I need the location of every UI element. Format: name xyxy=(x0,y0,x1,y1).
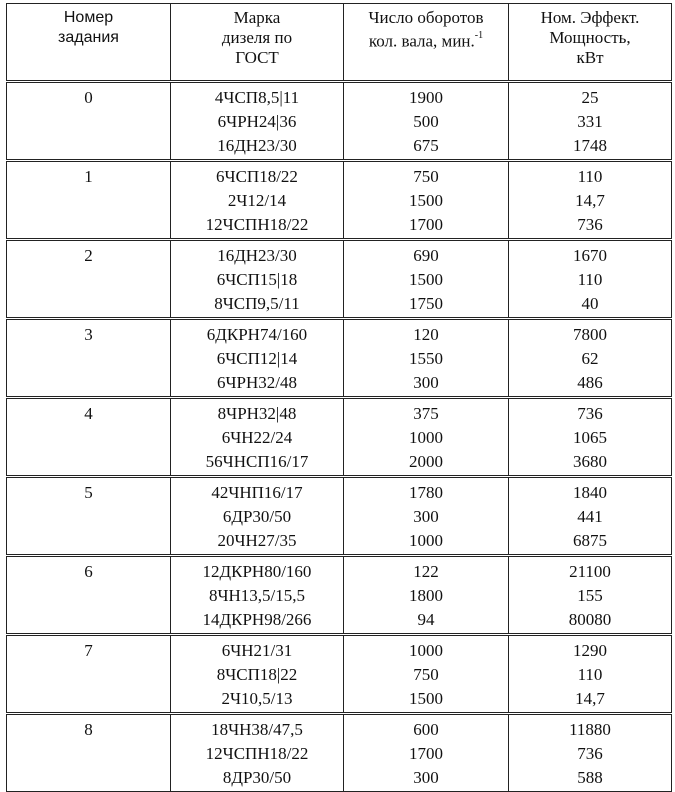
task-group xyxy=(7,398,672,477)
rated-power-cell: 1670 xyxy=(509,240,672,269)
task-number-cell xyxy=(7,663,171,687)
table-row xyxy=(7,477,672,506)
header-rated-power-line: Мощность, xyxy=(549,28,631,47)
diesel-brand-cell: 4ЧСП8,5|11 xyxy=(171,82,344,111)
shaft-rpm-cell: 1000 xyxy=(344,635,509,664)
diesel-brand-cell: 6ЧРН24|36 xyxy=(171,110,344,134)
task-number-cell xyxy=(7,426,171,450)
rated-power-cell: 110 xyxy=(509,268,672,292)
shaft-rpm-cell: 120 xyxy=(344,319,509,348)
rated-power-cell: 21100 xyxy=(509,556,672,585)
shaft-rpm-cell: 375 xyxy=(344,398,509,427)
task-number-cell xyxy=(7,505,171,529)
shaft-rpm-cell: 1700 xyxy=(344,213,509,240)
task-number-cell xyxy=(7,292,171,319)
task-number-cell: 1 xyxy=(7,161,171,190)
table-row xyxy=(7,371,672,398)
rated-power-cell: 736 xyxy=(509,398,672,427)
diesel-brand-cell: 12ЧСПН18/22 xyxy=(171,742,344,766)
diesel-brand-cell: 8ЧН13,5/15,5 xyxy=(171,584,344,608)
task-number-cell: 6 xyxy=(7,556,171,585)
table-row xyxy=(7,292,672,319)
diesel-brand-cell: 6ЧН21/31 xyxy=(171,635,344,664)
rated-power-cell: 80080 xyxy=(509,608,672,635)
diesel-task-table xyxy=(6,3,672,792)
table-row xyxy=(7,161,672,190)
shaft-rpm-cell: 690 xyxy=(344,240,509,269)
table-row xyxy=(7,608,672,635)
rated-power-cell: 25 xyxy=(509,82,672,111)
table-row xyxy=(7,240,672,269)
table-row xyxy=(7,213,672,240)
header-shaft-rpm xyxy=(344,4,509,82)
rated-power-cell: 588 xyxy=(509,766,672,792)
table-row xyxy=(7,347,672,371)
task-number-cell: 3 xyxy=(7,319,171,348)
shaft-rpm-cell: 122 xyxy=(344,556,509,585)
shaft-rpm-cell: 500 xyxy=(344,110,509,134)
shaft-rpm-cell: 300 xyxy=(344,371,509,398)
header-task-number-line: Номер xyxy=(63,9,114,26)
diesel-brand-cell: 16ДН23/30 xyxy=(171,134,344,161)
task-number-cell xyxy=(7,584,171,608)
rated-power-cell: 1748 xyxy=(509,134,672,161)
task-number-cell xyxy=(7,687,171,714)
shaft-rpm-cell: 1750 xyxy=(344,292,509,319)
table-row xyxy=(7,529,672,556)
diesel-brand-cell: 56ЧНСП16/17 xyxy=(171,450,344,477)
rated-power-cell: 11880 xyxy=(509,714,672,743)
table-row xyxy=(7,663,672,687)
task-group xyxy=(7,240,672,319)
table-row xyxy=(7,714,672,743)
table-row xyxy=(7,687,672,714)
task-number-cell xyxy=(7,742,171,766)
table-row xyxy=(7,426,672,450)
task-number-cell xyxy=(7,268,171,292)
shaft-rpm-cell: 1000 xyxy=(344,426,509,450)
shaft-rpm-cell: 1900 xyxy=(344,82,509,111)
diesel-brand-cell: 8ДР30/50 xyxy=(171,766,344,792)
shaft-rpm-cell: 1550 xyxy=(344,347,509,371)
shaft-rpm-cell: 2000 xyxy=(344,450,509,477)
task-number-cell xyxy=(7,450,171,477)
diesel-brand-cell: 8ЧСП9,5/11 xyxy=(171,292,344,319)
diesel-brand-cell: 16ДН23/30 xyxy=(171,240,344,269)
table-header xyxy=(7,4,672,82)
diesel-brand-cell: 6ЧСП18/22 xyxy=(171,161,344,190)
header-diesel-brand-line: Марка xyxy=(233,8,281,27)
rated-power-cell: 14,7 xyxy=(509,687,672,714)
rated-power-cell: 14,7 xyxy=(509,189,672,213)
shaft-rpm-cell: 1800 xyxy=(344,584,509,608)
task-number-cell xyxy=(7,608,171,635)
header-diesel-brand-line: ГОСТ xyxy=(235,48,279,67)
shaft-rpm-cell: 94 xyxy=(344,608,509,635)
rated-power-cell: 486 xyxy=(509,371,672,398)
header-rated-power-line: Ном. Эффект. xyxy=(540,8,640,27)
task-group xyxy=(7,714,672,792)
rated-power-cell: 331 xyxy=(509,110,672,134)
diesel-brand-cell: 8ЧСП18|22 xyxy=(171,663,344,687)
diesel-brand-cell: 8ЧРН32|48 xyxy=(171,398,344,427)
shaft-rpm-cell: 1500 xyxy=(344,189,509,213)
header-shaft-rpm-exponent: -1 xyxy=(474,30,484,41)
table-row xyxy=(7,134,672,161)
rated-power-cell: 40 xyxy=(509,292,672,319)
shaft-rpm-cell: 600 xyxy=(344,714,509,743)
shaft-rpm-cell: 750 xyxy=(344,663,509,687)
task-number-cell: 7 xyxy=(7,635,171,664)
diesel-brand-cell: 6ДКРН74/160 xyxy=(171,319,344,348)
task-group xyxy=(7,635,672,714)
shaft-rpm-cell: 1000 xyxy=(344,529,509,556)
task-number-cell xyxy=(7,134,171,161)
table-row xyxy=(7,450,672,477)
diesel-brand-cell: 6ЧСП15|18 xyxy=(171,268,344,292)
rated-power-cell: 1840 xyxy=(509,477,672,506)
shaft-rpm-cell: 1500 xyxy=(344,268,509,292)
shaft-rpm-cell: 750 xyxy=(344,161,509,190)
task-number-cell: 2 xyxy=(7,240,171,269)
table-row xyxy=(7,82,672,111)
rated-power-cell: 736 xyxy=(509,742,672,766)
rated-power-cell: 7800 xyxy=(509,319,672,348)
task-number-cell xyxy=(7,347,171,371)
table-row xyxy=(7,742,672,766)
task-number-cell: 0 xyxy=(7,82,171,111)
diesel-brand-cell: 20ЧН27/35 xyxy=(171,529,344,556)
rated-power-cell: 110 xyxy=(509,161,672,190)
task-number-cell xyxy=(7,213,171,240)
shaft-rpm-cell: 1500 xyxy=(344,687,509,714)
header-diesel-brand-line: дизеля по xyxy=(221,28,293,47)
task-number-cell: 4 xyxy=(7,398,171,427)
header-task-number xyxy=(7,4,171,82)
rated-power-cell: 1065 xyxy=(509,426,672,450)
table-row xyxy=(7,398,672,427)
header-diesel-brand xyxy=(171,4,344,82)
shaft-rpm-cell: 1780 xyxy=(344,477,509,506)
diesel-brand-cell: 6ЧСП12|14 xyxy=(171,347,344,371)
rated-power-cell: 1290 xyxy=(509,635,672,664)
diesel-brand-cell: 12ЧСПН18/22 xyxy=(171,213,344,240)
shaft-rpm-cell: 1700 xyxy=(344,742,509,766)
table-row xyxy=(7,110,672,134)
task-number-cell xyxy=(7,371,171,398)
task-number-cell xyxy=(7,766,171,792)
rated-power-cell: 110 xyxy=(509,663,672,687)
rated-power-cell: 6875 xyxy=(509,529,672,556)
task-number-cell: 8 xyxy=(7,714,171,743)
task-group xyxy=(7,556,672,635)
table-row xyxy=(7,505,672,529)
task-number-cell xyxy=(7,189,171,213)
task-number-cell xyxy=(7,529,171,556)
task-group xyxy=(7,319,672,398)
diesel-brand-cell: 6ЧРН32/48 xyxy=(171,371,344,398)
task-group xyxy=(7,82,672,161)
table-row xyxy=(7,766,672,792)
shaft-rpm-cell: 675 xyxy=(344,134,509,161)
rated-power-cell: 155 xyxy=(509,584,672,608)
header-shaft-rpm-text: кол. вала, мин. xyxy=(368,31,475,51)
rated-power-cell: 441 xyxy=(509,505,672,529)
rated-power-cell: 736 xyxy=(509,213,672,240)
diesel-brand-cell: 12ДКРН80/160 xyxy=(171,556,344,585)
shaft-rpm-cell: 300 xyxy=(344,766,509,792)
table-row xyxy=(7,556,672,585)
diesel-brand-cell: 6ДР30/50 xyxy=(171,505,344,529)
task-number-cell xyxy=(7,110,171,134)
shaft-rpm-cell: 300 xyxy=(344,505,509,529)
header-task-number-line: задания xyxy=(58,29,119,46)
table-row xyxy=(7,189,672,213)
table-row xyxy=(7,319,672,348)
table-row xyxy=(7,635,672,664)
diesel-brand-cell: 18ЧН38/47,5 xyxy=(171,714,344,743)
table-row xyxy=(7,268,672,292)
diesel-brand-cell: 42ЧНП16/17 xyxy=(171,477,344,506)
task-number-cell: 5 xyxy=(7,477,171,506)
rated-power-cell: 62 xyxy=(509,347,672,371)
table-row xyxy=(7,584,672,608)
diesel-brand-cell: 2Ч12/14 xyxy=(171,189,344,213)
task-group xyxy=(7,161,672,240)
header-rated-power xyxy=(509,4,672,82)
diesel-brand-cell: 14ДКРН98/266 xyxy=(171,608,344,635)
header-shaft-rpm-line xyxy=(346,28,506,52)
rated-power-cell: 3680 xyxy=(509,450,672,477)
diesel-brand-cell: 2Ч10,5/13 xyxy=(171,687,344,714)
header-rated-power-line: кВт xyxy=(576,48,604,67)
header-shaft-rpm-line: Число оборотов xyxy=(368,8,484,27)
task-group xyxy=(7,477,672,556)
diesel-brand-cell: 6ЧН22/24 xyxy=(171,426,344,450)
